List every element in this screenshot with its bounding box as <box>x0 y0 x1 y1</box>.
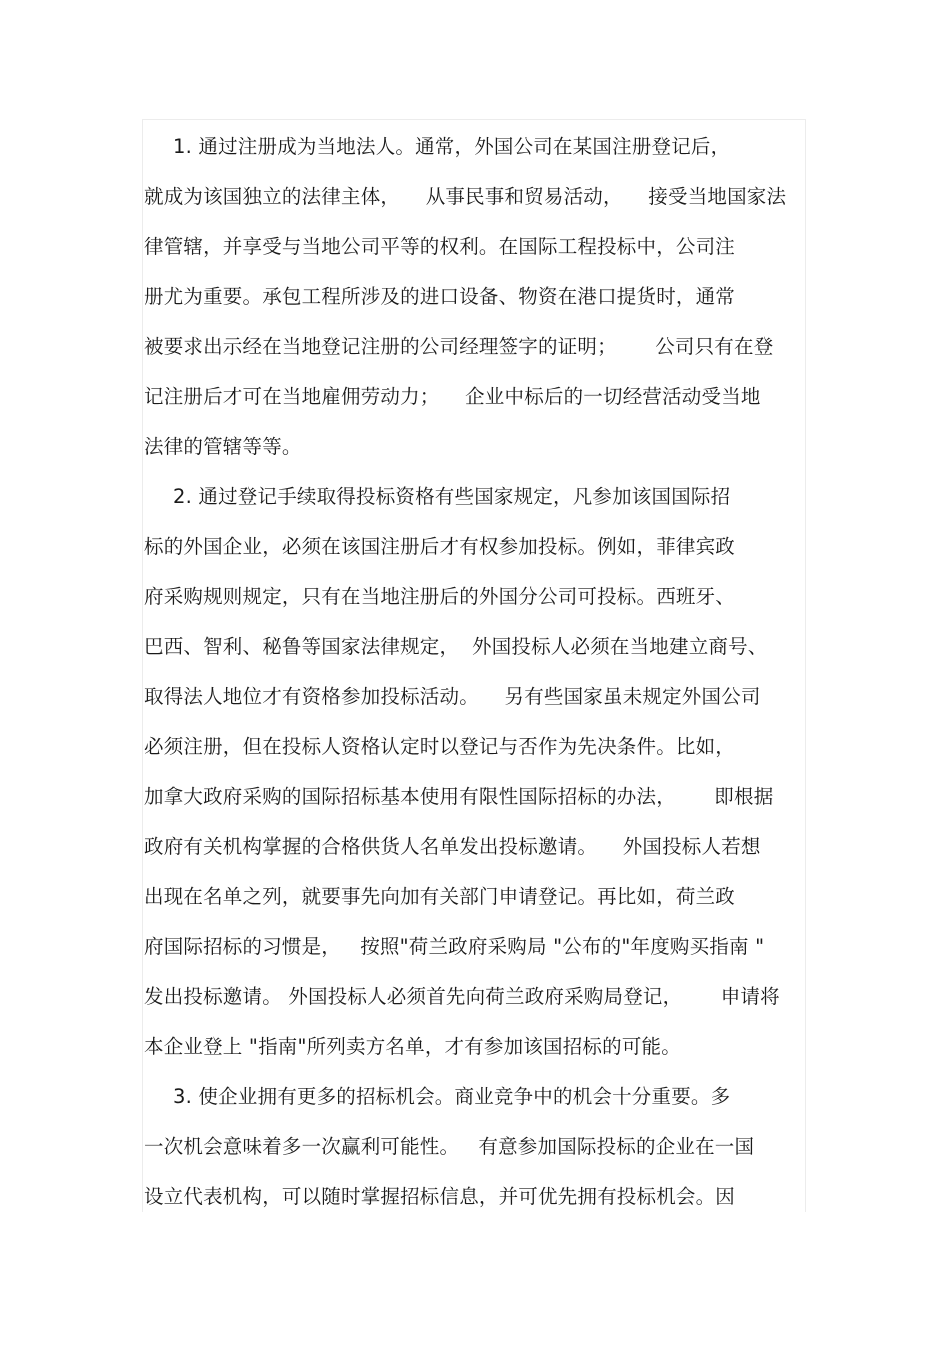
paragraph-1-line: 就成为该国独立的法律主体， 从事民事和贸易活动， 接受当地国家法 <box>144 185 787 208</box>
paragraph-1-line: 记注册后才可在当地雇佣劳动力； 企业中标后的一切经营活动受当地 <box>144 385 761 408</box>
paragraph-2-line: 加拿大政府采购的国际招标基本使用有限性国际招标的办法， 即根据 <box>144 785 774 808</box>
paragraph-1-line: 被要求出示经在当地登记注册的公司经理签字的证明； 公司只有在登 <box>144 335 774 358</box>
document-body <box>144 122 824 1222</box>
paragraph-2-line: 本企业登上 "指南"所列卖方名单，才有参加该国招标的可能。 <box>144 1035 681 1058</box>
paragraph-2-line: 出现在名单之列，就要事先向加有关部门申请登记。再比如，荷兰政 <box>144 885 736 908</box>
paragraph-2-line: 府国际招标的习惯是， 按照"荷兰政府采购局 "公布的"年度购买指南 " <box>144 935 765 958</box>
paragraph-2-line: 发出投标邀请。 外国投标人必须首先向荷兰政府采购局登记， 申请将 <box>144 985 780 1008</box>
paragraph-1-line: 律管辖，并享受与当地公司平等的权利。在国际工程投标中，公司注 <box>144 235 736 258</box>
paragraph-1-line: 法律的管辖等等。 <box>144 435 302 458</box>
paragraph-2-line: 府采购规则规定，只有在当地注册后的外国分公司可投标。西班牙、 <box>144 585 736 608</box>
paragraph-2-line: 取得法人地位才有资格参加投标活动。 另有些国家虽未规定外国公司 <box>144 685 761 708</box>
paragraph-2-line: 政府有关机构掌握的合格供货人名单发出投标邀请。 外国投标人若想 <box>144 835 761 858</box>
paragraph-2-line: 巴西、智利、秘鲁等国家法律规定， 外国投标人必须在当地建立商号、 <box>144 635 768 658</box>
paragraph-2-line: 必须注册，但在投标人资格认定时以登记与否作为先决条件。比如， <box>144 735 736 758</box>
paragraph-2-line: 标的外国企业，必须在该国注册后才有权参加投标。例如，菲律宾政 <box>144 535 736 558</box>
paragraph-3-line: 3. 使企业拥有更多的招标机会。商业竞争中的机会十分重要。多 <box>173 1085 731 1108</box>
paragraph-1-line: 册尤为重要。承包工程所涉及的进口设备、物资在港口提货时，通常 <box>144 285 736 308</box>
paragraph-3-line: 一次机会意味着多一次赢利可能性。 有意参加国际投标的企业在一国 <box>144 1135 755 1158</box>
paragraph-2-line: 2. 通过登记手续取得投标资格有些国家规定，凡参加该国国际招 <box>173 485 731 508</box>
paragraph-3-line: 设立代表机构，可以随时掌握招标信息，并可优先拥有投标机会。因 <box>144 1185 736 1208</box>
paragraph-1-line: 1. 通过注册成为当地法人。通常，外国公司在某国注册登记后， <box>173 135 731 158</box>
